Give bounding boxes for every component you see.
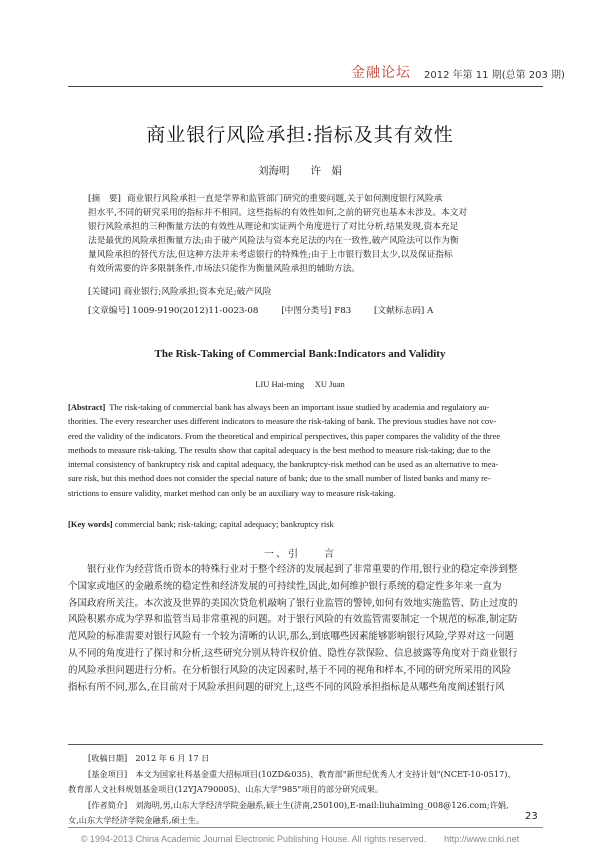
keywords-cn-value: 商业银行;风险承担;资本充足;破产风险	[123, 287, 272, 297]
journal-name: 金融论坛	[351, 65, 411, 81]
abstract-en-line: thorities. The every researcher uses different indicators to measure the risk-taking of bank. The previous studies have not cov-	[68, 416, 497, 427]
keywords-cn	[88, 285, 271, 297]
bottom-divider	[68, 827, 543, 828]
doc-code-value: A	[427, 306, 434, 316]
body-line: 指标有所不同,那么,在目前对于风险承担问题的研究上,这些不同的风险承担指标是从哪些角度阐述银行风	[68, 681, 505, 693]
abstract-cn-line: 量风险承担的替代方法,但这种方法并未考虑银行的特殊性;由于上市银行数目太少,以及保证指标	[88, 250, 453, 261]
header-divider	[68, 86, 543, 87]
abstract-cn-line: 有效所需要的许多限制条件,市场法只能作为衡量风险承担的辅助方法。	[88, 264, 361, 275]
authors-cn: 刘海明 许 娟	[258, 165, 342, 177]
journal-issue: 2012 年第 11 期(总第 203 期)	[424, 70, 565, 81]
body-line: 个国家或地区的金融系统的稳定性和经济发展的可持续性,因此,如何维护银行系统的稳定性多年来一直为	[68, 580, 502, 592]
abstract-cn-label: [摘 要]	[88, 194, 121, 204]
article-meta-cn	[88, 304, 433, 316]
doc-code-label: [文献标志码]	[374, 306, 425, 316]
paper-title-cn: 商业银行风险承担:指标及其有效性	[146, 124, 454, 146]
footnote-divider	[68, 744, 543, 745]
body-text	[68, 562, 543, 696]
body-line: 从不同的角度进行了探讨和分析,这些研究分别从特许权价值、隐性存款保险、信息披露等角度对于商业银行	[68, 647, 518, 659]
abstract-en-line: internal consistency of bankruptcy risk and capital adequacy, the bankruptcy-risk method can be used as an alternative to mea-	[68, 459, 499, 470]
abstract-en-label: [Abstract]	[68, 402, 106, 412]
keywords-en-label: [Key words]	[68, 519, 113, 529]
footnote-fund: [基金项目] 本文为国家社科基金重大招标项目(10ZD&035)、教育部"新世纪优秀人才支持计划"(NCET-10-0517)、	[88, 768, 516, 779]
body-line: 的风险承担问题进行分析。在分析银行风险的决定因素时,基于不同的视角和样本,不同的研究所采用的风险	[68, 664, 512, 676]
clc-value: F83	[334, 306, 352, 316]
abstract-cn-line: 法是最优的风险承担衡量方法;由于破产风险法与资本充足法的内在一致性,破产风险法可以作为衡	[88, 236, 459, 247]
footnote-fund-cont: 教育部人文社科规划基金项目(12YJA790005)、山东大学"985"项目的部分研究成果。	[68, 784, 384, 794]
authors-en: LIU Hai-ming XU Juan	[255, 379, 345, 389]
section-heading: 一、引 言	[264, 549, 336, 560]
abstract-cn	[88, 192, 530, 277]
keywords-en	[68, 519, 334, 529]
body-line: 风险积累亦成为学界和监管当局非常重视的问题。对于银行风险的有效监管需要制定一个规范的标准,制定防	[68, 614, 518, 626]
abstract-en-line: ered the validity of the indicators. From the theoretical and empirical perspectives, this paper compares the validity of the three	[68, 430, 501, 441]
body-line: 银行业作为经营货币资本的特殊行业对于整个经济的发展起到了非常重要的作用,银行业的稳定牵涉到整	[87, 564, 518, 575]
article-no-label: [文章编号]	[88, 306, 130, 316]
clc-label: [中图分类号]	[281, 306, 332, 316]
abstract-cn-line: 担水平,不同的研究采用的指标并不相同。这些指标的有效性如何,之前的研究也基本未涉及。本文对	[88, 208, 468, 219]
abstract-en-line: [Abstract] The risk-taking of commercial bank has always been an important issue studied by academia and regulatory au-	[68, 402, 490, 412]
keywords-cn-label: [关键词]	[88, 287, 121, 297]
paper-title-en: The Risk-Taking of Commercial Bank:Indicators and Validity	[154, 348, 446, 360]
abstract-en-line: sure risk, but this method does not consider the special nature of bank; due to the small number of listed banks and many re-	[68, 473, 491, 484]
footnote-received: [收稿日期] 2012 年 6 月 17 日	[88, 753, 210, 763]
footnote-author-cont: 女,山东大学经济学院金融系,硕士生。	[68, 815, 205, 825]
abstract-cn-line: 银行风险承担的三种衡量方法的有效性从理论和实证两个角度进行了对比分析,结果发现,资本充足	[88, 222, 459, 233]
footnote-author: [作者简介] 刘海明,男,山东大学经济学院金融系,硕士生(济南,250100),E-mail:liuhaiming_008@126.com;许娟,	[88, 799, 509, 810]
article-no: 1009-9190(2012)11-0023-08	[132, 306, 259, 316]
abstract-en-line: methods to measure risk-taking. The results show that capital adequacy is the best method to measure risk-taking; due to the	[68, 444, 491, 455]
copyright-notice: © 1994-2013 China Academic Journal Electronic Publishing House. All rights reserved. http://www.cnki.net	[80, 834, 520, 844]
abstract-en-line: strictions to ensure validity, market method can only be an auxiliary way to measure risk-taking.	[68, 487, 396, 498]
abstract-en	[68, 400, 543, 500]
page-number: 23	[525, 811, 538, 822]
body-line: 范风险的标准需要对银行风险有一个较为清晰的认识,那么,到底哪些因素能够影响银行风险,学界对这一问题	[68, 631, 515, 643]
abstract-cn-line: [摘 要] 商业银行风险承担一直是学界和监管部门研究的重要问题,关于如何测度银行风险承	[88, 194, 443, 204]
keywords-en-value: commercial bank; risk-taking; capital adequacy; bankruptcy risk	[114, 519, 334, 529]
footnotes	[68, 751, 543, 829]
body-line: 各国政府所关注。本次波及世界的美国次贷危机敲响了银行业监管的警钟,如何有效地实施监管、防止过度的	[68, 597, 518, 609]
